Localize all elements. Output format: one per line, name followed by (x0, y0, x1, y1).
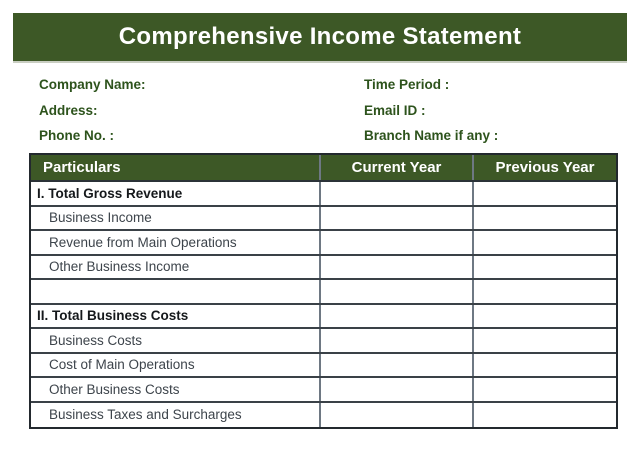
table-row (31, 256, 616, 281)
previous-year-cell (472, 280, 616, 303)
email-id-label: Email ID : (364, 102, 426, 118)
title-banner (13, 13, 627, 63)
table-row (31, 231, 616, 256)
current-year-cell (319, 207, 472, 230)
current-year-cell (319, 182, 472, 205)
table-body (31, 182, 616, 427)
address-label: Address: (39, 102, 98, 118)
particulars-cell: Other Business Income (49, 259, 190, 275)
income-table (29, 153, 618, 429)
branch-name-label: Branch Name if any : (364, 128, 499, 144)
particulars-cell: I. Total Gross Revenue (37, 185, 183, 201)
current-year-cell (319, 329, 472, 352)
company-info-left (39, 72, 146, 149)
previous-year-cell (472, 403, 616, 428)
table-row (31, 182, 616, 207)
particulars-cell: Cost of Main Operations (49, 357, 195, 373)
particulars-cell: II. Total Business Costs (37, 308, 189, 324)
previous-year-cell (472, 378, 616, 401)
particulars-cell: Other Business Costs (49, 381, 180, 397)
table-header-row (31, 155, 616, 182)
current-year-cell (319, 403, 472, 428)
time-period-label: Time Period : (364, 77, 450, 93)
current-year-cell (319, 354, 472, 377)
previous-year-cell (472, 256, 616, 279)
previous-year-cell (472, 354, 616, 377)
current-year-cell (319, 378, 472, 401)
particulars-cell: Business Taxes and Surcharges (49, 407, 242, 423)
previous-year-cell (472, 231, 616, 254)
column-header-particulars: Particulars (43, 159, 121, 176)
current-year-cell (319, 305, 472, 328)
column-header-current-year: Current Year (319, 155, 472, 180)
current-year-cell (319, 256, 472, 279)
company-info-right (364, 72, 498, 149)
previous-year-cell (472, 182, 616, 205)
current-year-cell (319, 231, 472, 254)
particulars-cell (31, 280, 319, 303)
current-year-cell (319, 280, 472, 303)
particulars-cell: Revenue from Main Operations (49, 234, 237, 250)
previous-year-cell (472, 329, 616, 352)
column-header-previous-year: Previous Year (472, 155, 616, 180)
previous-year-cell (472, 305, 616, 328)
table-row (31, 329, 616, 354)
table-row (31, 354, 616, 379)
previous-year-cell (472, 207, 616, 230)
company-name-label: Company Name: (39, 77, 146, 93)
table-row (31, 207, 616, 232)
table-row (31, 378, 616, 403)
page-title: Comprehensive Income Statement (118, 23, 522, 50)
table-row (31, 403, 616, 428)
particulars-cell: Business Costs (49, 332, 143, 348)
phone-no-label: Phone No. : (39, 128, 114, 144)
particulars-cell: Business Income (49, 210, 152, 226)
table-row (31, 280, 616, 305)
table-row (31, 305, 616, 330)
